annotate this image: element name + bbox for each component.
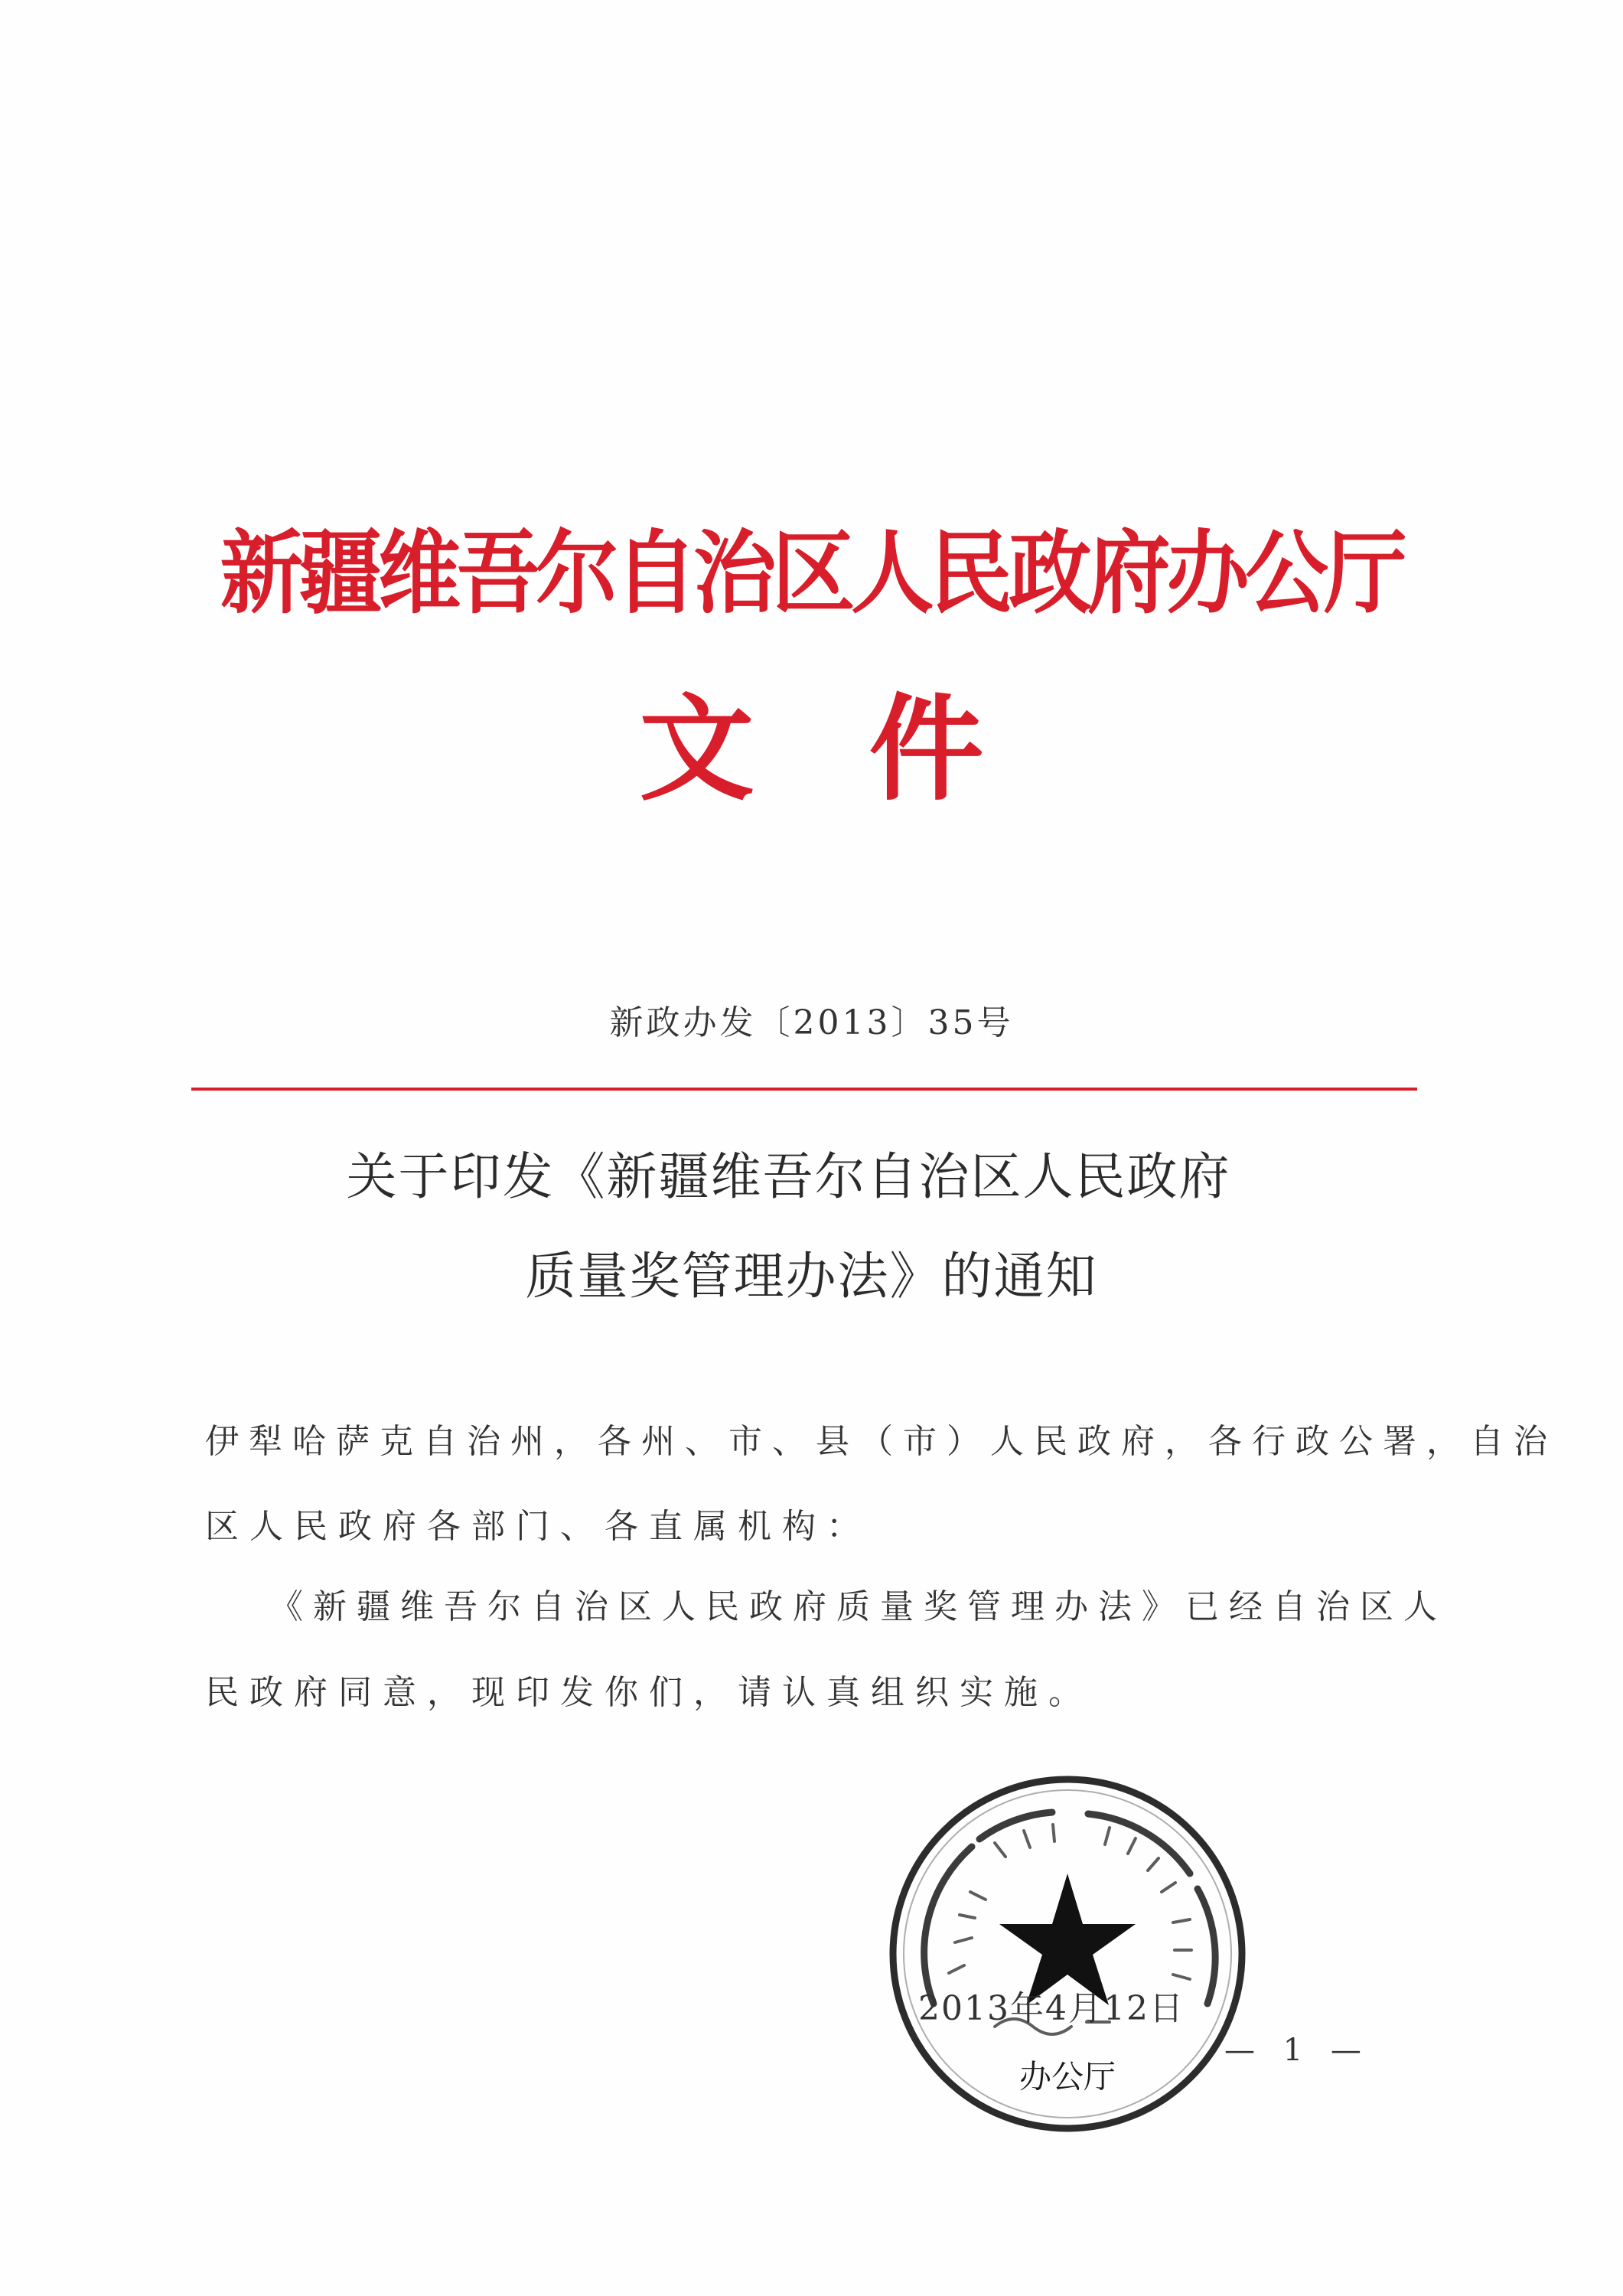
- page-number: — 1 —: [1224, 2033, 1370, 2068]
- body-line-3: 《新疆维吾尔自治区人民政府质量奖管理办法》已经自治区人: [269, 1587, 1447, 1626]
- seal-inner-text: 办公厅: [1018, 2058, 1116, 2095]
- issuer-name: 新疆维吾尔自治区人民政府办公厅: [220, 520, 1403, 626]
- header-divider: [191, 1088, 1417, 1091]
- issue-date: 2013年4月12日: [918, 1989, 1185, 2028]
- notice-title-line-1: 关于印发《新疆维吾尔自治区人民政府: [346, 1147, 1231, 1206]
- notice-title-line-2: 质量奖管理办法》的通知: [525, 1247, 1098, 1306]
- official-seal: [888, 1774, 1247, 2134]
- body-line-1: 伊犁哈萨克自治州，各州、市、县（市）人民政府，各行政公署，自治: [205, 1422, 1557, 1461]
- body-line-2: 区人民政府各部门、各直属机构：: [205, 1507, 871, 1546]
- document-label: 文件: [639, 683, 1099, 817]
- body-line-4: 民政府同意，现印发你们，请认真组织实施。: [205, 1673, 1093, 1712]
- document-number: 新政办发〔2013〕35号: [609, 1003, 1014, 1042]
